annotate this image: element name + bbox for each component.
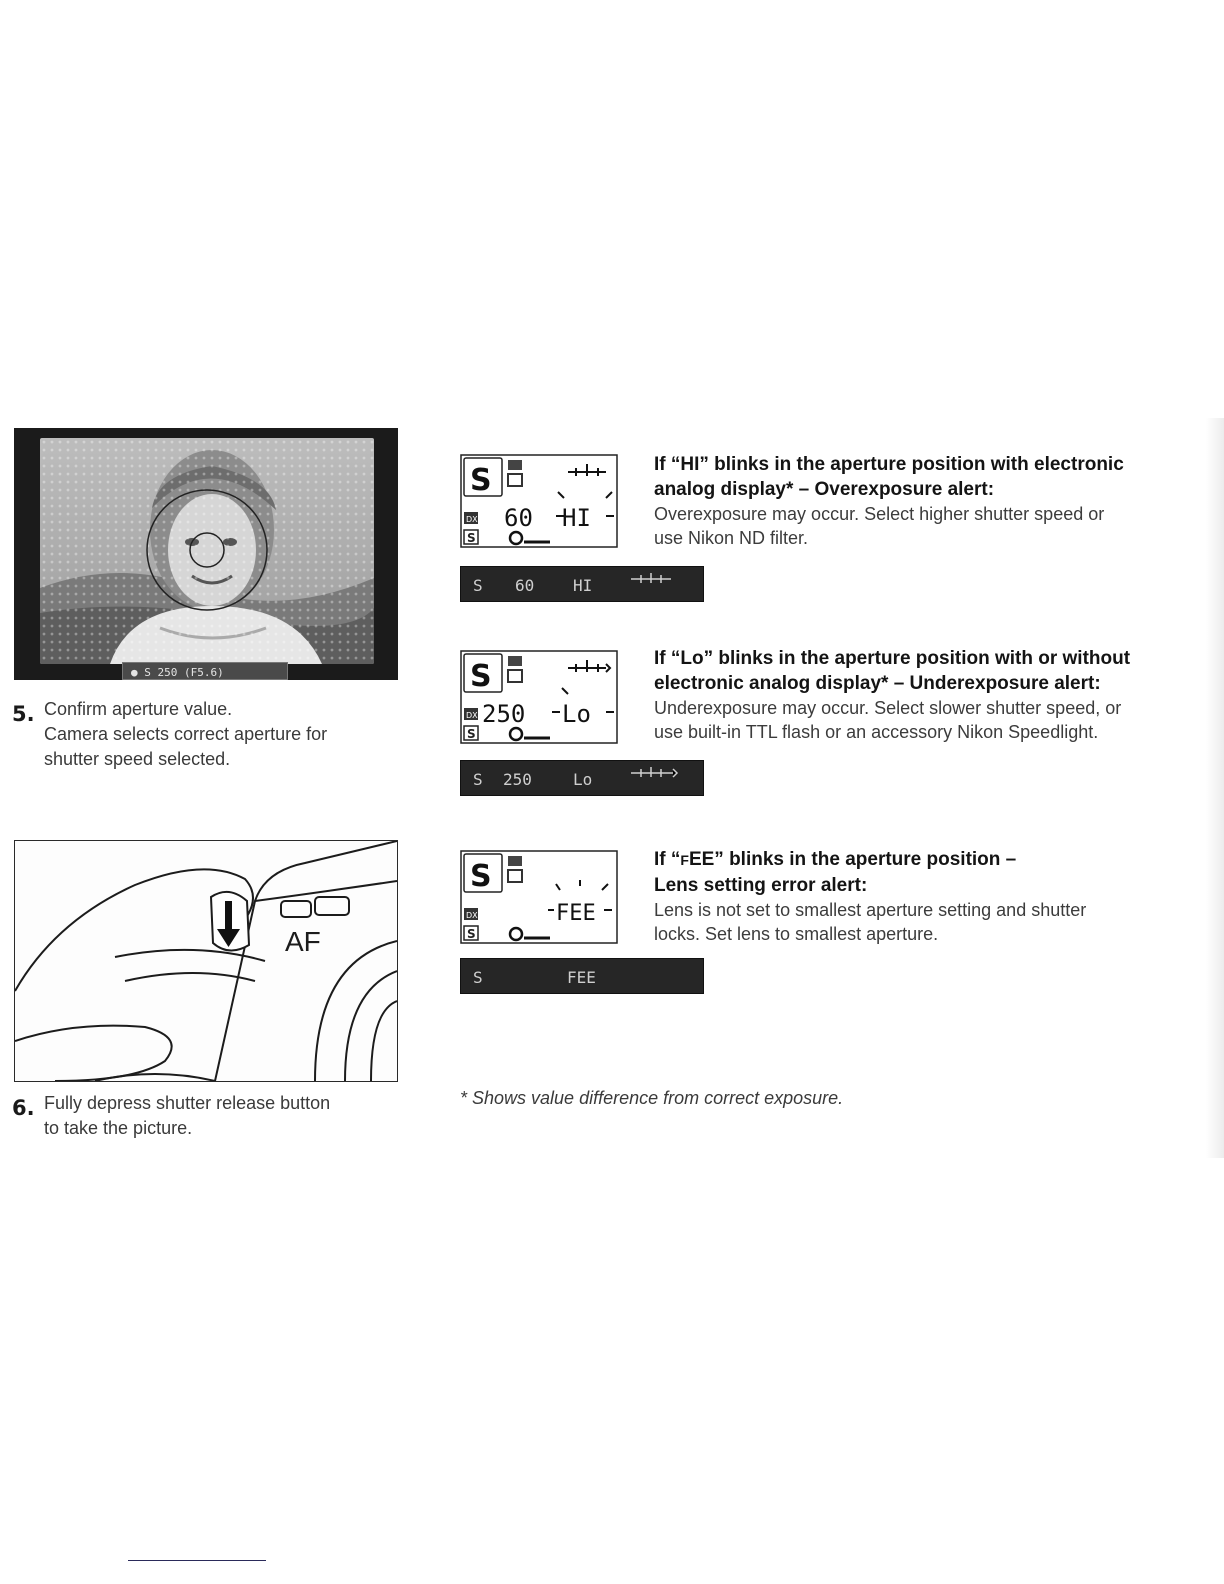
strip-aperture-value: HI <box>573 576 593 595</box>
shutter-release-illustration <box>14 840 398 1082</box>
lcd-s-box-label: S <box>467 531 476 545</box>
lcd-mode: S <box>470 659 492 694</box>
step-6-line-2: to take the picture. <box>44 1118 193 1138</box>
lcd-s-box-label: S <box>467 927 476 941</box>
strip-mode: S <box>473 576 483 595</box>
alert-lo-body <box>654 696 1214 744</box>
strip-aperture-value: FEE <box>567 968 596 987</box>
step-6-text <box>44 1091 330 1141</box>
viewfinder-strip-lo <box>460 760 704 796</box>
lcd-shutter-speed: 250 <box>482 700 526 728</box>
alert-fee-heading <box>654 847 1214 898</box>
alert-fee-body-line-1: Lens is not set to smallest aperture setting and shutter <box>654 900 1087 920</box>
af-badge: AF <box>285 926 321 957</box>
strip-aperture-value: Lo <box>573 770 593 789</box>
alert-lo-body-line-1: Underexposure may occur. Select slower shutter speed, or <box>654 698 1122 718</box>
alert-hi-body-line-2: use Nikon ND filter. <box>654 528 809 548</box>
step-5-number: 5. <box>12 702 35 726</box>
lcd-aperture-value: Lo <box>562 700 591 728</box>
alert-lo-body-line-2: use built-in TTL flash or an accessory Nikon Speedlight. <box>654 722 1099 742</box>
page-edge-shadow <box>1206 418 1224 1158</box>
alert-hi-heading-line-2: analog display* – Overexposure alert: <box>654 479 995 500</box>
alert-lo-block <box>654 646 1214 744</box>
lcd-dx-label: DX <box>466 911 478 920</box>
alert-fee-heading-line-2: Lens setting error alert: <box>654 875 868 896</box>
alert-fee-body-line-2: locks. Set lens to smallest aperture. <box>654 924 939 944</box>
viewfinder-illustration <box>14 428 398 680</box>
lcd-shutter-speed: 60 <box>504 504 533 532</box>
lcd-aperture-value: HI <box>562 504 591 532</box>
alert-fee-body <box>654 898 1214 946</box>
step-5-line-1: Confirm aperture value. <box>44 699 233 719</box>
alert-fee-heading-line-1: If “FEE” blinks in the aperture position – <box>654 849 1017 870</box>
step-6-number: 6. <box>12 1096 35 1120</box>
alert-lo-heading-line-1: If “Lo” blinks in the aperture position with or without <box>654 648 1131 669</box>
strip-shutter-speed: 250 <box>503 770 532 789</box>
alert-hi-heading <box>654 452 1214 502</box>
lcd-aperture-value: FEE <box>556 901 596 926</box>
lcd-mode: S <box>470 463 492 498</box>
viewfinder-strip-hi <box>460 566 704 602</box>
alert-lo-heading-line-2: electronic analog display* – Underexposure alert: <box>654 673 1101 694</box>
portrait-photo <box>40 438 374 664</box>
lcd-dx-label: DX <box>466 711 478 720</box>
viewfinder-readout: ● S 250 (F5.6) <box>131 666 224 679</box>
step-5-text <box>44 697 327 772</box>
alert-hi-heading-line-1: If “HI” blinks in the aperture position with electronic <box>654 454 1124 475</box>
alert-fee-block <box>654 847 1214 946</box>
alert-hi-block <box>654 452 1214 550</box>
strip-mode: S <box>473 968 483 987</box>
footnote: * Shows value difference from correct exposure. <box>460 1088 844 1108</box>
strip-shutter-speed: 60 <box>515 576 535 595</box>
lcd-s-box-label: S <box>467 727 476 741</box>
hand-camera-drawing <box>15 841 397 1081</box>
viewfinder-info-bar <box>122 662 288 680</box>
lcd-dx-label: DX <box>466 515 478 524</box>
page-rule <box>128 1560 266 1561</box>
step-6-line-1: Fully depress shutter release button <box>44 1093 331 1113</box>
lcd-mode: S <box>470 859 492 894</box>
alert-hi-body <box>654 502 1214 550</box>
lcd-panel-lo <box>460 650 618 744</box>
strip-mode: S <box>473 770 483 789</box>
lcd-panel-fee <box>460 850 618 944</box>
alert-lo-heading <box>654 646 1214 696</box>
lcd-panel-hi <box>460 454 618 548</box>
alert-hi-body-line-1: Overexposure may occur. Select higher shutter speed or <box>654 504 1105 524</box>
step-5-line-3: shutter speed selected. <box>44 749 231 769</box>
viewfinder-strip-fee <box>460 958 704 994</box>
viewfinder-scene-photo <box>40 438 374 664</box>
step-5-line-2: Camera selects correct aperture for <box>44 724 328 744</box>
